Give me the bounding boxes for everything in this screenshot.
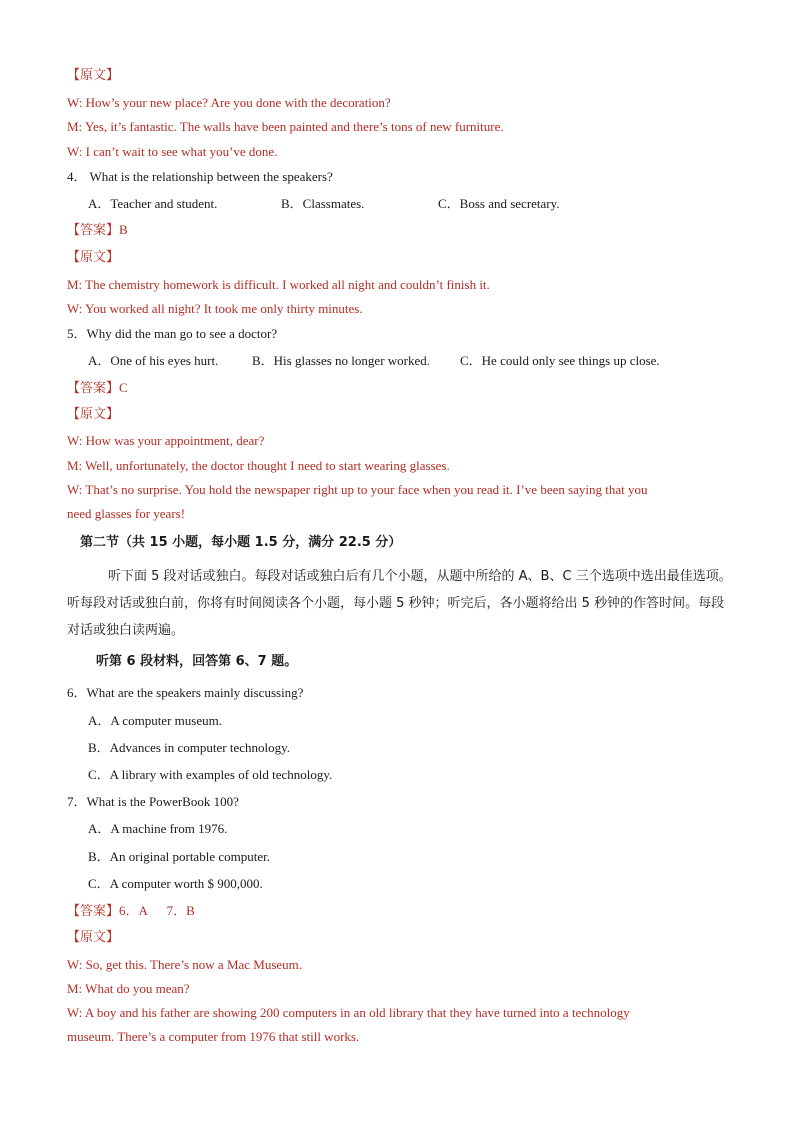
- transcript-line: W: So, get this. There’s now a Mac Museum.: [67, 957, 303, 972]
- transcript-line: M: Yes, it’s fantastic. The walls have been painted and there’s tons of new furniture.: [67, 119, 504, 134]
- answer-tag: 【答案】: [67, 381, 120, 396]
- transcript-line: M: Well, unfortunately, the doctor thought I need to start wearing glasses.: [67, 458, 450, 473]
- transcript-line: W: How was your appointment, dear?: [67, 433, 265, 448]
- transcript-tag: 【原文】: [67, 68, 120, 83]
- question-4: 4． What is the relationship between the speakers?: [67, 169, 333, 184]
- transcript-line: W: How’s your new place? Are you done with the decoration?: [67, 95, 391, 110]
- section-instructions: 听下面 5 段对话或独白。每段对话或独白后有几个小题，从题中所给的 A、B、C 三个选项中选出最佳选项。听每段对话或独白前，你将有时间阅读各个小题，每小题 5 秒钟；听完后，各小题将给出 5 秒钟的作答时间。每段对话或独白读两遍。: [67, 569, 732, 638]
- answer-value: B: [119, 222, 128, 237]
- transcript-tag: 【原文】: [67, 930, 120, 945]
- transcript-tag: 【原文】: [67, 250, 120, 265]
- option-c: C．He could only see things up close.: [460, 353, 660, 368]
- transcript-line: W: A boy and his father are showing 200 computers in an old library that they have turned into a technology: [67, 1005, 630, 1020]
- answer-tag: 【答案】: [67, 223, 120, 238]
- answer-line: [67, 221, 128, 240]
- option-c: C．Boss and secretary.: [438, 196, 560, 211]
- transcript-tag: 【原文】: [67, 407, 120, 422]
- option-c: C．A library with examples of old technology.: [88, 767, 333, 782]
- option-c: C．A computer worth $ 900,000.: [88, 876, 263, 891]
- option-b: B．Advances in computer technology.: [88, 740, 291, 755]
- answer-tag: 【答案】: [67, 904, 120, 919]
- section-subheading: 听第 6 段材料，回答第 6、7 题。: [96, 654, 298, 669]
- transcript-line: W: You worked all night? It took me only thirty minutes.: [67, 301, 363, 316]
- option-a: A．One of his eyes hurt.: [88, 353, 219, 368]
- question-6: 6．What are the speakers mainly discussing?: [67, 685, 304, 700]
- option-b: B．Classmates.: [281, 196, 365, 211]
- option-a: A．A computer museum.: [88, 713, 222, 728]
- transcript-line: M: The chemistry homework is difficult. I worked all night and couldn’t finish it.: [67, 277, 490, 292]
- answer-value: C: [119, 380, 128, 395]
- option-b: B．His glasses no longer worked.: [252, 353, 431, 368]
- option-a: A．Teacher and student.: [88, 196, 218, 211]
- transcript-line: museum. There’s a computer from 1976 that still works.: [67, 1029, 360, 1044]
- answer-line: [67, 379, 128, 398]
- transcript-line: W: I can’t wait to see what you’ve done.: [67, 144, 278, 159]
- option-a: A．A machine from 1976.: [88, 821, 228, 836]
- transcript-line: W: That’s no surprise. You hold the newspaper right up to your face when you read it. I’ve been saying that you: [67, 482, 648, 497]
- transcript-line: need glasses for years!: [67, 506, 186, 521]
- section-heading: 第二节（共 15 小题，每小题 1.5 分，满分 22.5 分）: [80, 535, 402, 550]
- transcript-line: M: What do you mean?: [67, 981, 190, 996]
- answer-line: [67, 902, 195, 921]
- question-7: 7．What is the PowerBook 100?: [67, 794, 239, 809]
- answer-value: 6．A 7．B: [119, 903, 195, 918]
- question-5: 5．Why did the man go to see a doctor?: [67, 326, 278, 341]
- option-b: B．An original portable computer.: [88, 849, 270, 864]
